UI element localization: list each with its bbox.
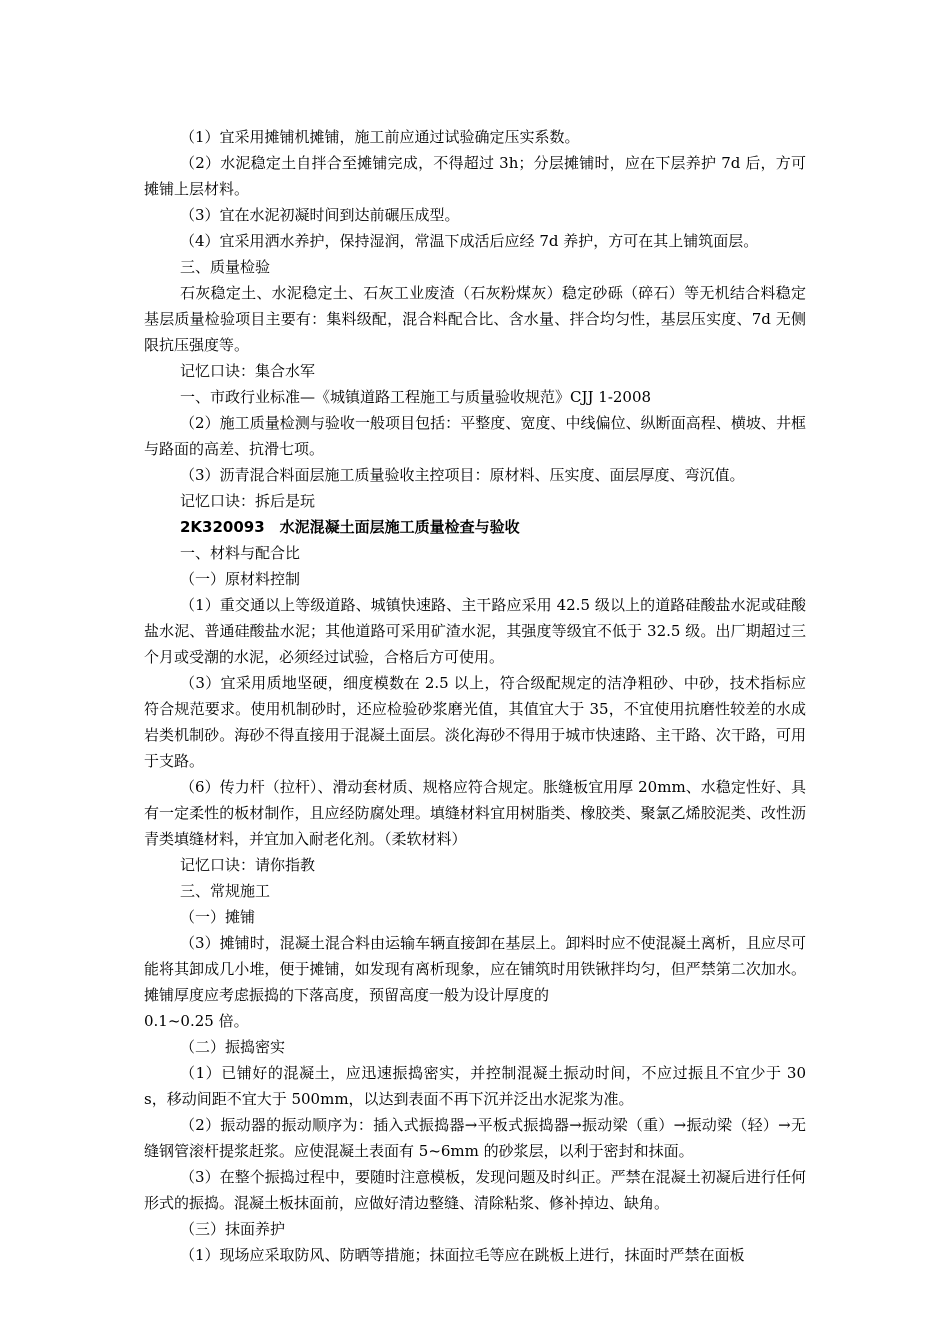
paragraph: （2）振动器的振动顺序为：插入式振捣器→平板式振捣器→振动梁（重）→振动梁（轻）→无缝钢管滚杆提浆赶浆。应使混凝土表面有 5~6mm 的砂浆层，以利于密封和抹面。: [144, 1116, 806, 1160]
paragraph: （1）宜采用摊铺机摊铺，施工前应通过试验确定压实系数。: [180, 128, 580, 146]
paragraph: （1）已铺好的混凝土，应迅速振捣密实，并控制混凝土振动时间，不应过振且不宜少于 30s，移动间距不宜大于 500mm，以达到表面不再下沉并泛出水泥浆为准。: [144, 1064, 806, 1108]
memory-mnemonic: 记忆口诀：请你指教: [180, 856, 316, 874]
section-heading: 一、材料与配合比: [180, 544, 301, 562]
paragraph: （2）施工质量检测与验收一般项目包括：平整度、宽度、中线偏位、纵断面高程、横坡、井框与路面的高差、抗滑七项。: [144, 414, 806, 458]
memory-mnemonic: 记忆口诀：拆后是玩: [180, 492, 316, 510]
section-heading: 三、质量检验: [180, 258, 271, 276]
paragraph: （2）水泥稳定土自拌合至摊铺完成，不得超过 3h；分层摊铺时，应在下层养护 7d 后，方可摊铺上层材料。: [144, 154, 806, 198]
subsection-heading: （二）振捣密实: [180, 1038, 286, 1056]
section-heading: 一、市政行业标准—《城镇道路工程施工与质量验收规范》CJJ 1-2008: [180, 388, 652, 406]
subsection-heading: （三）抹面养护: [180, 1220, 286, 1238]
chapter-heading: 2K320093 水泥混凝土面层施工质量检查与验收: [180, 518, 520, 536]
paragraph: （3）沥青混合料面层施工质量验收主控项目：原材料、压实度、面层厚度、弯沉值。: [180, 466, 745, 484]
subsection-heading: （一）摊铺: [180, 908, 256, 926]
paragraph: （3）在整个振捣过程中，要随时注意模板，发现问题及时纠正。严禁在混凝土初凝后进行任何形式的振捣。混凝土板抹面前，应做好清边整缝、清除粘浆、修补掉边、缺角。: [144, 1168, 806, 1212]
paragraph: （6）传力杆（拉杆）、滑动套材质、规格应符合规定。胀缝板宜用厚 20mm、水稳定性好、具有一定柔性的板材制作，且应经防腐处理。填缝材料宜用树脂类、橡胶类、聚氯乙烯胶泥类、改性沥青类填缝材料，并宜加入耐老化剂。（柔软材料）: [144, 778, 806, 848]
paragraph: （1）现场应采取防风、防晒等措施；抹面拉毛等应在跳板上进行，抹面时严禁在面板: [180, 1246, 745, 1264]
section-heading: 三、常规施工: [180, 882, 271, 900]
paragraph: （1）重交通以上等级道路、城镇快速路、主干路应采用 42.5 级以上的道路硅酸盐水泥或硅酸盐水泥、普通硅酸盐水泥；其他道路可采用矿渣水泥，其强度等级宜不低于 32.5 级。出厂期超过三个月或受潮的水泥，必须经过试验，合格后方可使用。: [144, 596, 806, 666]
paragraph: 石灰稳定土、水泥稳定土、石灰工业废渣（石灰粉煤灰）稳定砂砾（碎石）等无机结合料稳定基层质量检验项目主要有：集料级配，混合料配合比、含水量、拌合均匀性，基层压实度、7d 无侧限抗压强度等。: [144, 284, 806, 354]
paragraph: （3）宜在水泥初凝时间到达前碾压成型。: [180, 206, 460, 224]
memory-mnemonic: 记忆口诀：集合水军: [180, 362, 316, 380]
paragraph-continuation: 0.1~0.25 倍。: [144, 1012, 249, 1030]
subsection-heading: （一）原材料控制: [180, 570, 301, 588]
paragraph: （3）摊铺时，混凝土混合料由运输车辆直接卸在基层上。卸料时应不使混凝土离析，且应尽可能将其卸成几小堆，便于摊铺，如发现有离析现象，应在铺筑时用铁锹拌均匀，但严禁第二次加水。摊铺厚度应考虑振捣的下落高度，预留高度一般为设计厚度的: [144, 934, 806, 1004]
paragraph: （4）宜采用洒水养护，保持湿润，常温下成活后应经 7d 养护，方可在其上铺筑面层。: [180, 232, 759, 250]
paragraph: （3）宜采用质地坚硬，细度模数在 2.5 以上，符合级配规定的洁净粗砂、中砂，技术指标应符合规范要求。使用机制砂时，还应检验砂浆磨光值，其值宜大于 35，不宜使用抗磨性较差的水成岩类机制砂。海砂不得直接用于混凝土面层。淡化海砂不得用于城市快速路、主干路、次干路，可用于支路。: [144, 674, 806, 770]
